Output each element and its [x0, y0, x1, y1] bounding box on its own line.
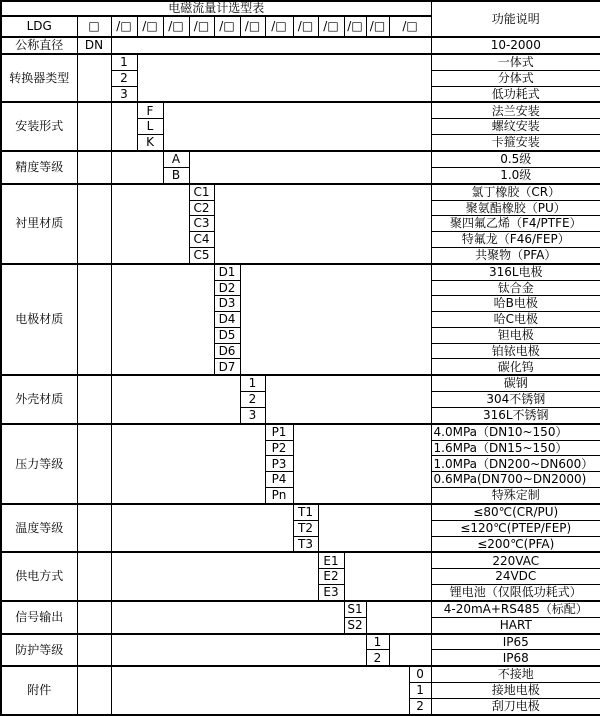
dn-cell [77, 151, 111, 184]
dn-cell [77, 375, 111, 424]
model-slot-box: /□ [293, 16, 318, 37]
category-label: 供电方式 [1, 552, 77, 601]
gap-cell [111, 424, 265, 504]
code-cell: E1 [318, 552, 344, 568]
category-label: 信号输出 [1, 601, 77, 634]
code-cell: F [137, 102, 163, 118]
function-cell: 1.0级 [431, 167, 600, 183]
code-cell: 2 [366, 650, 389, 666]
function-cell: ≤200℃(PFA) [431, 536, 600, 552]
function-cell: 聚四氟乙烯（F4/PTFE） [431, 216, 600, 232]
function-cell: ≤80℃(CR/PU) [431, 504, 600, 520]
filler-cell [189, 151, 431, 184]
gap-cell [111, 601, 344, 634]
function-cell: 316L电极 [431, 264, 600, 280]
function-cell: 碳钢 [431, 375, 600, 391]
function-cell: 接地电极 [431, 683, 600, 699]
function-column-header: 功能说明 [431, 1, 600, 37]
function-cell: 刮刀电极 [431, 698, 600, 715]
model-slot-box: /□ [189, 16, 214, 37]
code-cell: D4 [214, 312, 240, 328]
model-slot-box: /□ [240, 16, 265, 37]
dn-cell [77, 666, 111, 715]
empty-span-cell [111, 37, 431, 54]
function-cell: 0.5级 [431, 151, 600, 167]
code-cell: K [137, 135, 163, 151]
dn-cell [77, 424, 111, 504]
gap-cell [111, 184, 189, 264]
gap-cell [111, 552, 318, 601]
gap-cell [111, 666, 409, 715]
dn-cell: DN [77, 37, 111, 54]
code-cell: T1 [293, 504, 318, 520]
function-cell: 316L不锈钢 [431, 407, 600, 423]
code-cell: C2 [189, 200, 214, 216]
code-cell: 3 [240, 407, 265, 423]
dn-cell [77, 102, 111, 151]
code-cell: C5 [189, 247, 214, 263]
code-cell: T2 [293, 520, 318, 536]
function-cell: 304不锈钢 [431, 392, 600, 408]
function-cell: 分体式 [431, 70, 600, 86]
gap-cell [111, 504, 293, 553]
category-label: 精度等级 [1, 151, 77, 184]
function-cell: 4-20mA+RS485（标配） [431, 601, 600, 617]
filler-cell [137, 54, 431, 103]
gap-cell [111, 102, 137, 151]
table-row [1, 601, 600, 617]
table-row [1, 264, 600, 280]
code-cell: 1 [240, 375, 265, 391]
function-cell: 碳化钨 [431, 359, 600, 375]
model-prefix: LDG [1, 16, 77, 37]
filler-cell [163, 102, 431, 151]
function-cell: 法兰安装 [431, 102, 600, 118]
code-cell: A [163, 151, 189, 167]
function-cell: 24VDC [431, 569, 600, 585]
function-cell: HART [431, 617, 600, 633]
code-cell: S2 [344, 617, 366, 633]
dn-cell [77, 601, 111, 634]
code-cell: 2 [240, 392, 265, 408]
function-cell: 特氟龙（F46/FEP） [431, 232, 600, 248]
filler-cell [240, 264, 431, 376]
dn-cell [77, 54, 111, 103]
model-slot-box: /□ [366, 16, 389, 37]
model-slot-box: /□ [318, 16, 344, 37]
function-cell: 不接地 [431, 666, 600, 682]
table-row [1, 504, 600, 520]
table-row [1, 37, 600, 54]
dn-cell [77, 552, 111, 601]
code-cell: E2 [318, 569, 344, 585]
category-label: 外壳材质 [1, 375, 77, 424]
code-cell: E3 [318, 585, 344, 601]
function-cell: 10-2000 [431, 37, 600, 54]
code-cell: 3 [111, 86, 137, 102]
table-row [1, 375, 600, 391]
code-cell: B [163, 167, 189, 183]
model-first-box: □ [77, 16, 111, 37]
category-label: 附件 [1, 666, 77, 715]
dn-cell [77, 504, 111, 553]
code-cell: 1 [366, 634, 389, 650]
category-label: 温度等级 [1, 504, 77, 553]
code-cell: P3 [265, 456, 293, 472]
function-cell: 哈C电极 [431, 312, 600, 328]
code-cell: P2 [265, 440, 293, 456]
function-cell: 锂电池（仅限低功耗式） [431, 585, 600, 601]
model-slot-box: /□ [111, 16, 137, 37]
table-row [1, 666, 600, 682]
function-cell: 4.0MPa（DN10~150） [431, 424, 600, 440]
function-cell: 1.0MPa（DN200~DN600） [431, 456, 600, 472]
function-cell: 低功耗式 [431, 86, 600, 102]
category-label: 防护等级 [1, 634, 77, 667]
category-label: 公称直径 [1, 37, 77, 54]
filler-cell [366, 601, 431, 634]
table-row [1, 552, 600, 568]
category-label: 压力等级 [1, 424, 77, 504]
code-cell: 2 [111, 70, 137, 86]
gap-cell [111, 375, 240, 424]
function-cell: 0.6MPa(DN700~DN2000) [431, 472, 600, 488]
function-cell: IP65 [431, 634, 600, 650]
dn-cell [77, 634, 111, 667]
code-cell: D6 [214, 343, 240, 359]
gap-cell [111, 151, 163, 184]
filler-cell [265, 375, 431, 424]
category-label: 电极材质 [1, 264, 77, 376]
function-cell: 螺纹安装 [431, 119, 600, 135]
model-slot-box: /□ [389, 16, 431, 37]
model-slot-box: /□ [265, 16, 293, 37]
category-label: 转换器类型 [1, 54, 77, 103]
function-cell: 一体式 [431, 54, 600, 70]
table-row [1, 634, 600, 650]
filler-cell [389, 634, 431, 667]
code-cell: 1 [111, 54, 137, 70]
function-cell: 220VAC [431, 552, 600, 568]
code-cell: T3 [293, 536, 318, 552]
code-cell: 1 [409, 683, 431, 699]
function-cell: 钽电极 [431, 327, 600, 343]
code-cell: L [137, 119, 163, 135]
function-cell: 1.6MPa（DN15~150） [431, 440, 600, 456]
filler-cell [344, 552, 431, 601]
table-row [1, 102, 600, 118]
function-cell: 共聚物（PFA） [431, 247, 600, 263]
table-row [1, 151, 600, 167]
code-cell: 2 [409, 698, 431, 715]
gap-cell [111, 264, 214, 376]
code-cell: Pn [265, 488, 293, 504]
function-cell: 哈B电极 [431, 296, 600, 312]
code-cell: C3 [189, 216, 214, 232]
table-row [1, 184, 600, 200]
filler-cell [214, 184, 431, 264]
title-row [1, 1, 600, 16]
function-cell: IP68 [431, 650, 600, 666]
code-cell: C4 [189, 232, 214, 248]
category-label: 衬里材质 [1, 184, 77, 264]
model-slot-box: /□ [137, 16, 163, 37]
function-cell: ≤120℃(PTEP/FEP) [431, 520, 600, 536]
code-cell: D7 [214, 359, 240, 375]
table-row [1, 54, 600, 70]
model-slot-box: /□ [163, 16, 189, 37]
dn-cell [77, 264, 111, 376]
gap-cell [111, 634, 366, 667]
table-row [1, 424, 600, 440]
function-cell: 钛合金 [431, 280, 600, 296]
function-cell: 铂铱电极 [431, 343, 600, 359]
category-label: 安装形式 [1, 102, 77, 151]
table-title: 电磁流量计选型表 [1, 1, 431, 16]
code-cell: C1 [189, 184, 214, 200]
function-cell: 氯丁橡胶（CR） [431, 184, 600, 200]
filler-cell [293, 424, 431, 504]
code-cell: D1 [214, 264, 240, 280]
code-cell: P1 [265, 424, 293, 440]
code-cell: D5 [214, 327, 240, 343]
code-cell: D2 [214, 280, 240, 296]
model-slot-box: /□ [344, 16, 366, 37]
model-slot-box: /□ [214, 16, 240, 37]
code-cell: S1 [344, 601, 366, 617]
function-cell: 特殊定制 [431, 488, 600, 504]
code-cell: D3 [214, 296, 240, 312]
code-cell: 0 [409, 666, 431, 682]
function-cell: 卡箍安装 [431, 135, 600, 151]
function-cell: 聚氨酯橡胶（PU） [431, 200, 600, 216]
dn-cell [77, 184, 111, 264]
code-cell: P4 [265, 472, 293, 488]
filler-cell [318, 504, 431, 553]
